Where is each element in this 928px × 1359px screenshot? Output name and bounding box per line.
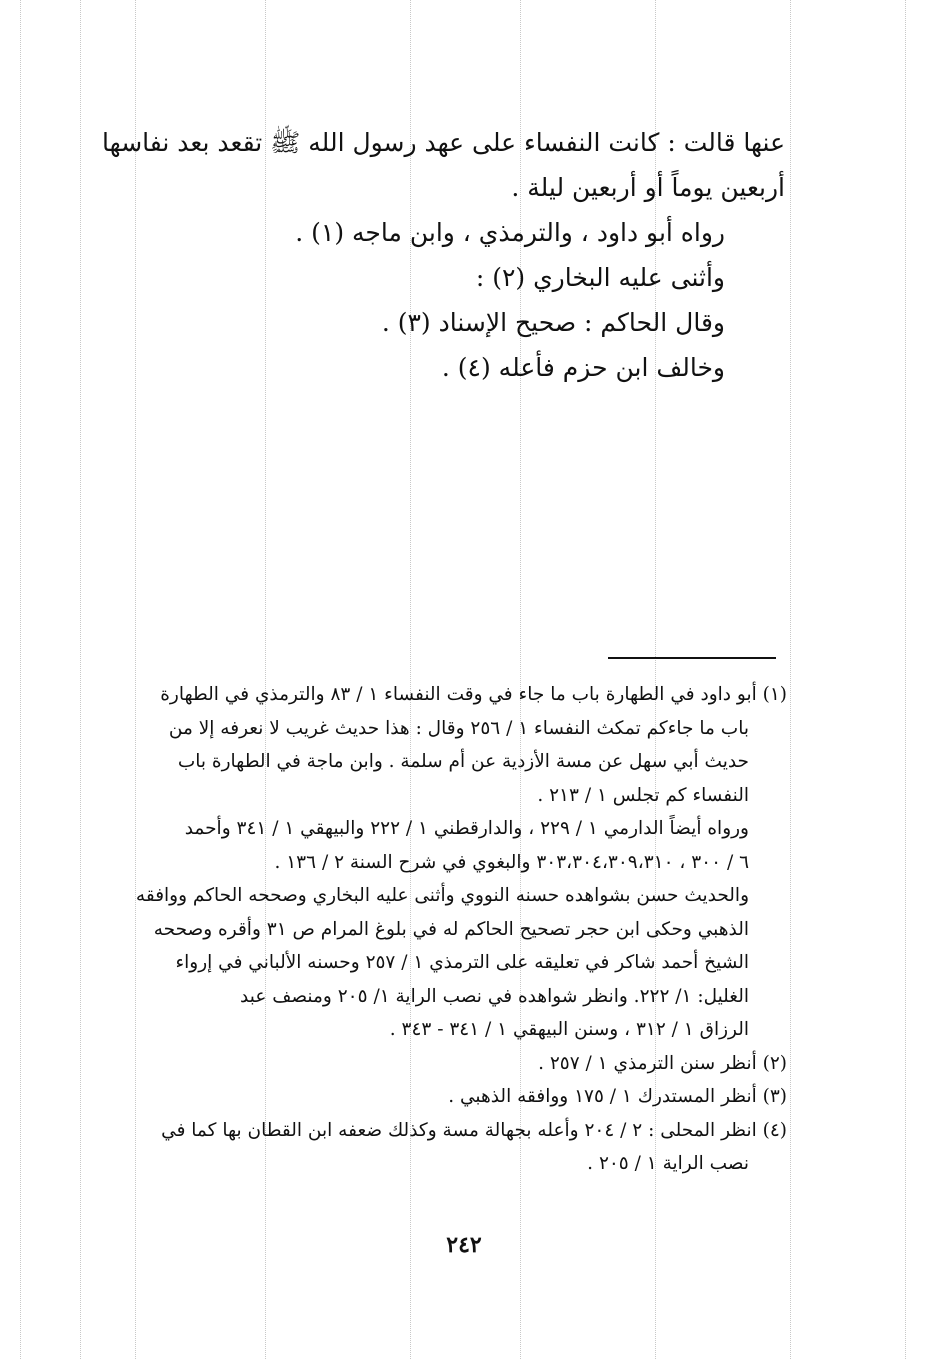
main-body-text [80,120,785,390]
footnote-1-line: والحديث حسن بشواهده حسنه النووي وأثنى عليه البخاري وصححه الحاكم ووافقه [135,885,749,906]
scan-dotted-line [790,0,791,1359]
footnote-1-line: ورواه أيضاً الدارمي ١ / ٢٢٩ ، والدارقطني ١ / ٢٢٢ والبيهقي ١ / ٣٤١ وأحمد [184,818,749,839]
body-line: وأثنى عليه البخاري (٢) : [475,263,725,292]
footnote-2: (٢) أنظر سنن الترمذي ١ / ٢٥٧ . [538,1052,787,1074]
body-line: وقال الحاكم : صحيح الإسناد (٣) . [381,308,725,337]
footnote-4-line: نصب الراية ١ / ٢٠٥ . [587,1153,749,1174]
footnote-1-line: الرزاق ١ / ٣١٢ ، وسنن البيهقي ١ / ٣٤١ - ٣٤٣ . [389,1019,749,1040]
page-number: ٢٤٢ [446,1232,482,1258]
scan-dotted-line [20,0,21,1359]
footnote-divider [608,657,776,659]
body-line: أربعين يوماً أو أربعين ليلة . [511,173,785,202]
body-line: رواه أبو داود ، والترمذي ، وابن ماجه (١) . [295,218,725,247]
footnote-1-line: النفساء كم تجلس ١ / ٢١٣ . [537,784,749,806]
footnote-1-line: حديث أبي سهل عن مسة الأزدية عن أم سلمة . وابن ماجة في الطهارة باب [177,751,749,772]
body-line: وخالف ابن حزم فأعله (٤) . [441,353,725,382]
footnote-1-line: باب ما جاءكم تمكث النفساء ١ / ٢٥٦ وقال : هذا حديث غريب لا نعرفه إلا من [168,717,749,739]
footnote-1-line: الغليل: ١/ ٢٢٢. وانظر شواهده في نصب الراية ١/ ٢٠٥ ومنصف عبد [240,985,749,1007]
scan-dotted-line [905,0,906,1359]
footnote-3: (٣) أنظر المستدرك ١ / ١٧٥ ووافقه الذهبي . [448,1086,787,1107]
footnote-4-line: (٤) انظر المحلى : ٢ / ٢٠٤ وأعله بجهالة مسة وكذلك ضعفه ابن القطان بها كما في [161,1119,787,1141]
footnote-1-line: ٦ / ٣٠٠ ، ٣٠٣،٣٠٤،٣٠٩،٣١٠ والبغوي في شرح السنة ٢ / ١٣٦ . [274,851,749,873]
footnotes-section [82,678,787,1181]
body-line: عنها قالت : كانت النفساء على عهد رسول الله ﷺ تقعد بعد نفاسها [102,128,785,157]
footnote-1-line: (١) أبو داود في الطهارة باب ما جاء في وقت النفساء ١ / ٨٣ والترمذي في الطهارة [160,684,787,705]
footnote-1-line: الذهبي وحكى ابن حجر تصحيح الحاكم له في بلوغ المرام ص ٣١ وأقره وصححه [153,918,749,940]
footnote-1-line: الشيخ أحمد شاكر في تعليقه على الترمذي ١ / ٢٥٧ وحسنه الألباني في إرواء [175,952,749,973]
